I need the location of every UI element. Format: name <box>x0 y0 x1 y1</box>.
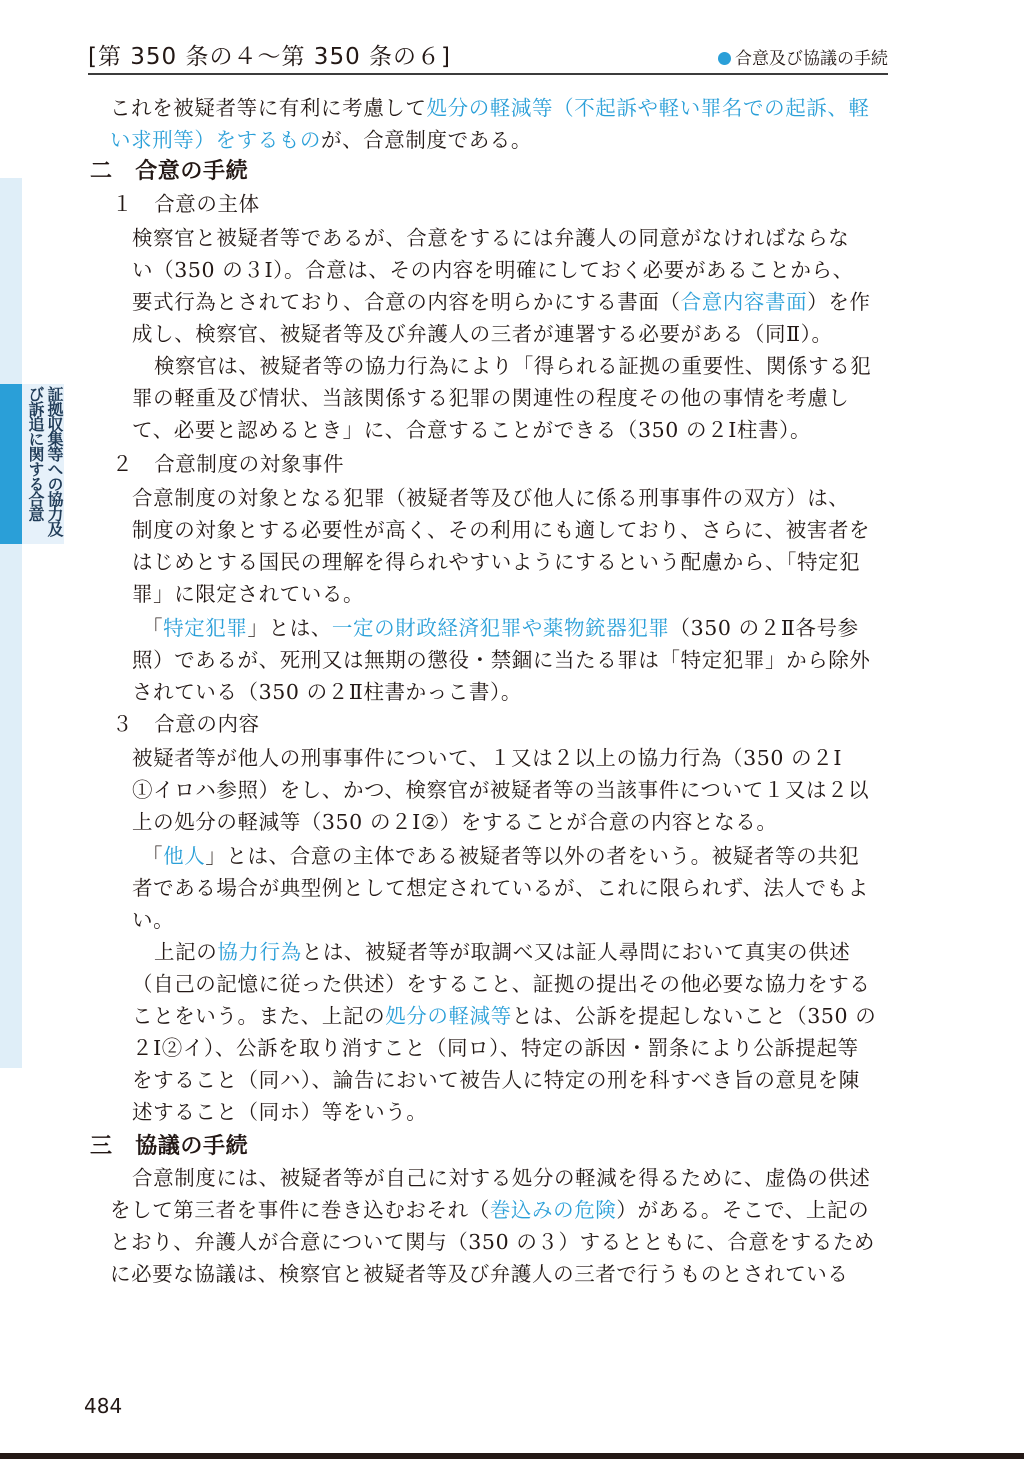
text-line <box>132 578 364 611</box>
side-panel <box>0 178 22 1068</box>
text-run: 「 <box>142 616 164 640</box>
text-line <box>132 414 811 447</box>
text-run: これを被疑者等に有利に考慮して <box>110 96 427 120</box>
text-run: されている（350 の２Ⅱ柱書かっこ書）。 <box>132 680 522 704</box>
text-line <box>132 1000 876 1033</box>
text-run: 」とは、 <box>247 616 332 640</box>
text-run: 成し、検察官、被疑者等及び弁護人の三者が連署する必要がある（同Ⅱ）。 <box>132 322 833 346</box>
text-line <box>132 676 522 709</box>
text-run: 者である場合が典型例として想定されているが、これに限られず、法人でもよ <box>132 876 869 900</box>
text-run: とは、公訴を提起しないこと（350 の <box>511 1004 877 1028</box>
text-run: 検察官は、被疑者等の協力行為により「得られる証拠の重要性、関係する犯 <box>154 354 872 378</box>
text-run: （350 の２Ⅱ各号参 <box>669 616 859 640</box>
text-run: に必要な協議は、検察官と被疑者等及び弁護人の三者で行うものとされている <box>110 1262 849 1286</box>
text-run: ）がある。そこで、上記の <box>616 1198 870 1222</box>
text-run: とおり、弁護人が合意について関与（350 の３）するとともに、合意をするため <box>110 1230 876 1254</box>
side-index-label: 証拠収集等への協力及び訴追に関する合意 <box>26 386 64 536</box>
text-line <box>132 382 849 415</box>
text-line <box>142 840 859 873</box>
text-run: 三 協議の手続 <box>90 1134 249 1159</box>
text-run: をして第三者を事件に巻き込むおそれ（ <box>110 1198 490 1222</box>
text-line <box>132 482 849 515</box>
page-number: 484 <box>84 1394 123 1418</box>
text-run: い。 <box>132 908 175 932</box>
text-line <box>132 774 869 807</box>
text-run: 述すること（同ホ）等をいう。 <box>132 1100 428 1124</box>
text-line <box>132 904 174 937</box>
text-line <box>110 92 870 125</box>
text-run: ことをいう。また、上記の <box>132 1004 386 1028</box>
text-run: が、合意制度である。 <box>321 128 532 152</box>
subsection-heading <box>112 708 260 741</box>
text-line <box>132 806 777 839</box>
text-run: 上の処分の軽減等（350 の２Ⅰ②）をすることが合意の内容となる。 <box>132 810 778 834</box>
text-line <box>132 514 870 547</box>
text-run: をすること（同ハ）、論告において被告人に特定の刑を科すべき旨の意見を陳 <box>132 1068 860 1092</box>
text-line <box>132 644 871 677</box>
text-line <box>132 1064 860 1097</box>
text-run: 罪」に限定されている。 <box>132 582 365 606</box>
text-line <box>132 1162 871 1195</box>
text-line <box>132 254 854 287</box>
text-run: 二 合意の手続 <box>90 159 249 184</box>
text-run: とは、被疑者等が取調べ又は証人尋問において真実の供述 <box>301 940 851 964</box>
text-line <box>132 546 860 579</box>
text-run: ２Ⅰ②イ）、公訴を取り消すこと（同ロ）、特定の訴因・罰条により公訴提起等 <box>132 1036 859 1060</box>
text-line <box>132 222 849 255</box>
text-run: 被疑者等が他人の刑事事件について、１又は２以上の協力行為（350 の２Ⅰ <box>132 746 843 770</box>
section-heading <box>90 1130 248 1163</box>
text-run: ３ 合意の内容 <box>112 712 260 736</box>
text-line <box>110 1258 849 1291</box>
text-line <box>132 1096 427 1129</box>
text-run: １ 合意の主体 <box>112 192 260 216</box>
text-run: 要式行為とされており、合意の内容を明らかにする書面（ <box>132 290 681 314</box>
side-index-tab-bar <box>0 384 22 544</box>
highlight-term: い求刑等）をするもの <box>110 128 321 152</box>
text-run: ）を作 <box>807 290 871 314</box>
highlight-term: 特定犯罪 <box>163 616 248 640</box>
text-line <box>132 872 869 905</box>
text-run: ①イロハ参照）をし、かつ、検察官が被疑者等の当該事件について１又は２以 <box>132 778 870 802</box>
text-line <box>154 936 850 969</box>
text-line <box>154 350 871 383</box>
text-run: い（350 の３Ⅰ）。合意は、その内容を明確にしておく必要があることから、 <box>132 258 854 282</box>
text-run: 罪の軽重及び情状、当該関係する犯罪の関連性の程度その他の事情を考慮し <box>132 386 850 410</box>
highlight-term: 他人 <box>163 844 206 868</box>
text-line <box>132 968 871 1001</box>
text-line <box>142 612 859 645</box>
text-run: はじめとする国民の理解を得られやすいようにするという配慮から、「特定犯 <box>132 550 861 574</box>
text-run: 「 <box>142 844 164 868</box>
highlight-term: 合意内容書面 <box>680 290 808 314</box>
header-section-range: [第 350 条の４～第 350 条の６] <box>88 44 451 70</box>
highlight-term: 処分の軽減等 <box>385 1004 512 1028</box>
text-run: 照）であるが、死刑又は無期の懲役・禁錮に当たる罪は「特定犯罪」から除外 <box>132 648 871 672</box>
text-run: （自己の記憶に従った供述）をすること、証拠の提出その他必要な協力をする <box>132 972 871 996</box>
section-heading <box>90 155 248 188</box>
text-run: 」とは、合意の主体である被疑者等以外の者をいう。被疑者等の共犯 <box>205 844 860 868</box>
text-line <box>132 742 842 775</box>
text-run: 上記の <box>154 940 218 964</box>
text-run: ２ 合意制度の対象事件 <box>112 452 345 476</box>
header-chapter <box>718 46 888 72</box>
text-line <box>132 318 833 351</box>
text-line <box>110 1226 875 1259</box>
text-line <box>132 286 871 319</box>
bottom-rule <box>0 1453 1024 1459</box>
highlight-term: 一定の財政経済犯罪や薬物銃器犯罪 <box>331 616 670 640</box>
text-line <box>110 124 532 157</box>
bullet-dot-icon <box>718 52 731 65</box>
text-line <box>132 1032 859 1065</box>
text-run: 合意制度には、被疑者等が自己に対する処分の軽減を得るために、虚偽の供述 <box>132 1166 871 1190</box>
header-chapter-label: 合意及び協議の手続 <box>735 49 888 69</box>
text-run: 検察官と被疑者等であるが、合意をするには弁護人の同意がなければならな <box>132 226 850 250</box>
highlight-term: 処分の軽減等（不起訴や軽い罪名での起訴、軽 <box>426 96 870 120</box>
header-rule <box>88 73 888 75</box>
text-line <box>110 1194 869 1227</box>
highlight-term: 巻込みの危険 <box>489 1198 617 1222</box>
subsection-heading <box>112 448 344 481</box>
text-run: 合意制度の対象となる犯罪（被疑者等及び他人に係る刑事事件の双方）は、 <box>132 486 850 510</box>
text-run: 制度の対象とする必要性が高く、その利用にも適しており、さらに、被害者を <box>132 518 871 542</box>
highlight-term: 協力行為 <box>217 940 302 964</box>
subsection-heading <box>112 188 260 221</box>
text-run: て、必要と認めるとき」に、合意することができる（350 の２Ⅰ柱書）。 <box>132 418 812 442</box>
